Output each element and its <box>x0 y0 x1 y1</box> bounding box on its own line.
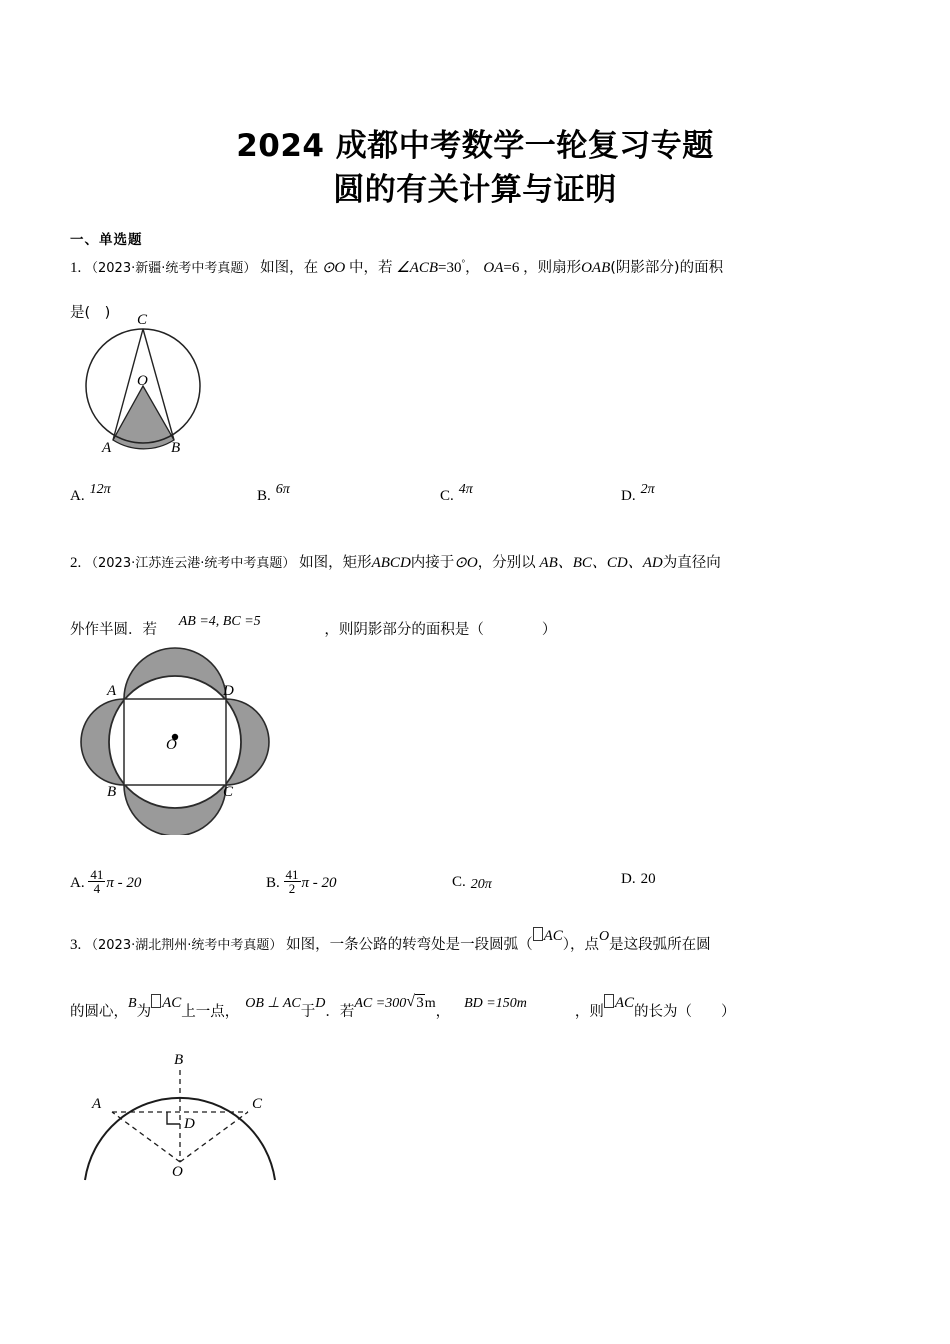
figure-1-label-a: A <box>102 440 112 456</box>
question-1-circle-o: ⊙O <box>321 260 346 276</box>
question-1-angle-eq: =30 <box>438 260 462 276</box>
question-3-text-11: 的长为（ ） <box>634 1004 736 1020</box>
question-3 <box>70 930 885 1028</box>
question-3-text-5: 为 <box>136 1004 152 1020</box>
title-line-1: 2024 成都中考数学一轮复习专题 <box>236 128 714 164</box>
question-2-line-1 <box>70 548 885 579</box>
question-1-text-4: (阴影部分)的面积 <box>610 260 724 276</box>
question-1 <box>70 248 885 328</box>
figure-1-label-o: O <box>137 373 148 389</box>
question-3-perp-expr: OB ⊥ AC <box>245 996 301 1011</box>
arc-notation-2 <box>151 996 181 1011</box>
question-1-text-3: ，则扇形 <box>523 260 582 276</box>
question-3-text-1: 如图，一条公路的转弯处是一段圆弧（ <box>286 937 533 953</box>
question-3-ac-value: AC =300 <box>354 996 407 1011</box>
arc-notation-1 <box>533 929 563 944</box>
question-2-number: 2. <box>70 555 82 571</box>
question-3-ac-unit: m <box>424 996 436 1011</box>
option-2-a-label: A. <box>70 875 85 891</box>
option-2-a[interactable] <box>70 868 141 895</box>
option-2-a-denominator: 4 <box>88 881 105 895</box>
question-1-answer-blank: 是( ) <box>70 305 111 321</box>
figure-2-svg <box>65 645 295 835</box>
question-3-text-4: 的圆心， <box>70 1004 128 1020</box>
option-2-b[interactable] <box>266 868 337 895</box>
figure-3-label-a: A <box>92 1096 102 1112</box>
radius-oa-dashed <box>112 1112 180 1162</box>
option-1-a-value: 12π <box>89 482 111 497</box>
question-2-given-values: AB =4, BC =5 <box>178 614 261 629</box>
question-2-text-6: ，则阴影部分的面积是（ ） <box>324 622 557 638</box>
question-2-text-1: 如图，矩形 <box>299 555 372 571</box>
question-2-options <box>70 866 885 906</box>
radical-icon: √ <box>406 993 415 1010</box>
figure-1-svg <box>75 318 235 463</box>
document-title <box>0 124 950 212</box>
option-2-d-label: D. <box>621 871 636 887</box>
question-2-sides: AB、BC、CD、AD <box>539 555 663 571</box>
option-1-a[interactable] <box>70 482 111 505</box>
question-3-arc-ac-2: AC <box>162 995 182 1011</box>
question-3-text-9: ， <box>435 1004 451 1020</box>
question-3-text-10: ，则 <box>574 1004 604 1020</box>
option-2-d-value: 20 <box>640 871 656 887</box>
question-3-bd-value: BD =150m <box>464 996 527 1011</box>
option-2-a-fraction <box>88 868 105 895</box>
figure-2-label-a: A <box>107 683 117 699</box>
figure-1-circle-sector <box>75 312 235 463</box>
section-heading: 一、单选题 <box>70 232 143 248</box>
option-2-b-tail: π - 20 <box>301 875 337 891</box>
figure-2-rectangle-semicircles <box>65 645 295 835</box>
question-3-text-3: 是这段弧所在圆 <box>609 937 711 953</box>
question-1-oa: OA <box>483 260 504 276</box>
question-2-text-4: 为直径向 <box>662 555 721 571</box>
question-1-number: 1. <box>70 260 82 276</box>
question-1-text-2: 中，若 <box>349 260 393 276</box>
question-1-options <box>70 482 885 518</box>
question-3-arc-ac-1: AC <box>543 928 563 944</box>
question-3-radicand: 3 <box>416 995 424 1011</box>
title-line-2: 圆的有关计算与证明 <box>333 172 617 208</box>
option-2-b-numerator: 41 <box>285 867 299 882</box>
figure-2-label-c: C <box>223 784 234 800</box>
question-3-text-8: ．若 <box>325 1004 355 1020</box>
figure-2-label-o: O <box>166 737 177 753</box>
option-1-b-value: 6π <box>275 482 290 497</box>
question-3-line-1 <box>70 930 885 961</box>
figure-2-label-d: D <box>223 683 234 699</box>
question-3-source: （2023·湖北荆州·统考中考真题） <box>85 938 283 953</box>
option-2-b-denominator: 2 <box>284 881 301 895</box>
option-1-c-value: 4π <box>458 482 473 497</box>
option-1-c-label: C. <box>440 488 454 504</box>
question-2-text-3: ，分别以 <box>477 555 536 571</box>
option-2-b-label: B. <box>266 875 280 891</box>
figure-1-label-b: B <box>171 440 181 456</box>
question-1-comma-1: ， <box>465 260 480 276</box>
arc-notation-3 <box>604 996 634 1011</box>
question-1-oa-eq: =6 <box>503 260 520 276</box>
question-2-text-5: 外作半圆．若 <box>70 622 157 638</box>
figure-1-label-c: C <box>137 312 148 328</box>
question-2-circle-o: ⊙O <box>454 555 478 571</box>
question-1-text-1: 如图，在 <box>260 260 319 276</box>
figure-3-label-o: O <box>172 1164 183 1180</box>
right-angle-mark-icon <box>167 1112 180 1124</box>
option-1-d[interactable] <box>621 482 655 505</box>
option-2-c[interactable] <box>452 874 492 891</box>
question-3-point-d: D <box>315 996 326 1011</box>
question-2-line-2 <box>70 615 885 646</box>
option-2-c-value: 20π <box>470 877 492 892</box>
question-1-angle-acb: ∠ACB <box>396 260 439 276</box>
question-3-point-o: O <box>599 929 610 944</box>
question-2 <box>70 548 885 646</box>
option-2-b-fraction <box>284 868 301 895</box>
question-1-line-1 <box>70 248 885 284</box>
question-3-line-2 <box>70 993 885 1028</box>
option-2-d[interactable] <box>621 871 656 888</box>
question-3-number: 3. <box>70 937 82 953</box>
missing-glyph-icon <box>533 927 543 941</box>
question-3-text-6: 上一点， <box>181 1004 240 1020</box>
option-1-b-label: B. <box>257 488 271 504</box>
option-2-a-tail: π - 20 <box>106 875 142 891</box>
option-1-a-label: A. <box>70 488 85 504</box>
option-2-c-label: C. <box>452 874 466 890</box>
question-3-text-7: 于 <box>300 1004 316 1020</box>
figure-2-label-b: B <box>107 784 117 800</box>
question-1-sector-oab: OAB <box>581 260 611 276</box>
figure-3-label-d: D <box>184 1116 195 1132</box>
missing-glyph-icon <box>151 994 161 1008</box>
question-1-source: （2023·新疆·统考中考真题） <box>85 261 257 276</box>
option-1-d-label: D. <box>621 488 636 504</box>
option-2-a-numerator: 41 <box>90 867 104 882</box>
option-1-d-value: 2π <box>640 482 655 497</box>
question-3-point-b: B <box>128 996 137 1011</box>
question-2-text-2: 内接于 <box>410 555 455 571</box>
question-3-arc-ac-3: AC <box>614 995 634 1011</box>
figure-3-label-c: C <box>252 1096 263 1112</box>
degree-icon: ° <box>461 258 466 268</box>
missing-glyph-icon <box>604 994 614 1008</box>
question-2-source: （2023·江苏连云港·统考中考真题） <box>85 556 296 571</box>
option-1-c[interactable] <box>440 482 473 505</box>
question-2-rect-abcd: ABCD <box>371 555 411 571</box>
question-3-text-2: ），点 <box>562 937 600 953</box>
option-1-b[interactable] <box>257 482 290 505</box>
figure-3-label-b: B <box>174 1052 184 1068</box>
question-3-ac-radical <box>406 988 425 1019</box>
figure-3-road-arc <box>60 1050 310 1200</box>
